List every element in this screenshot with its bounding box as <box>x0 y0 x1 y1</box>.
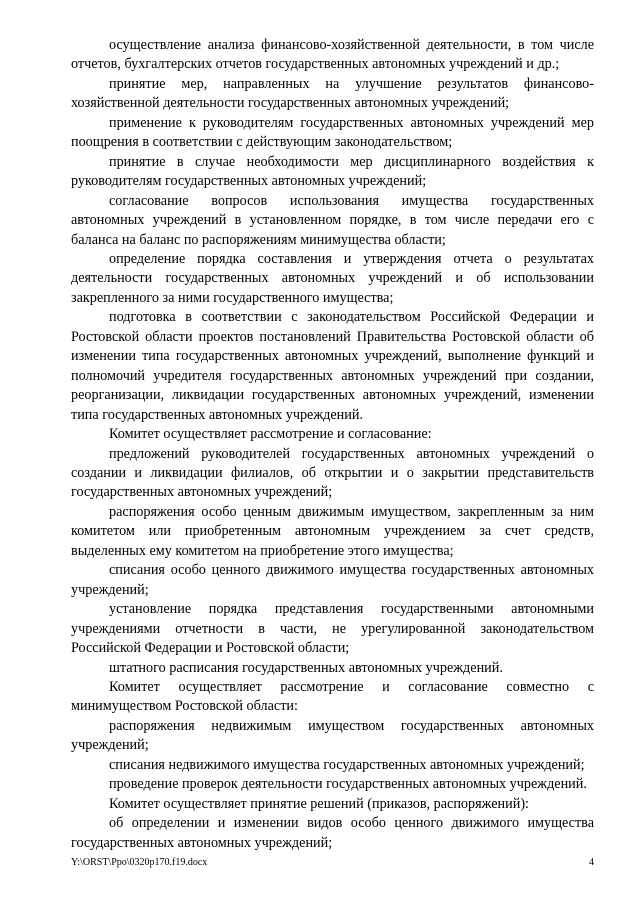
paragraph: Комитет осуществляет принятие решений (приказов, распоряжений): <box>109 795 529 812</box>
paragraph: определение порядка составления и утверждения отчета о результатах деятельности государственных автономных учреждений и об использовании закрепленного за ними государственного имущества; <box>71 250 594 306</box>
paragraph: распоряжения особо ценным движимым имуществом, закрепленным за ним комитетом или приобретенным автономным учреждением за счет средств, выделенных ему комитетом на приобретение этого имущества; <box>71 503 594 559</box>
document-body <box>71 36 594 853</box>
paragraph: Комитет осуществляет рассмотрение и согласование: <box>109 426 432 443</box>
footer-file-path: Y:\ORST\Ppo\0320p170.f19.docx <box>71 857 208 868</box>
paragraph: распоряжения недвижимым имуществом государственных автономных учреждений; <box>71 717 594 754</box>
paragraph: предложений руководителей государственных автономных учреждений о создании и ликвидации филиалов, об открытии и о закрытии представительств государственных автономных учреждений; <box>71 445 594 501</box>
paragraph: списания особо ценного движимого имущества государственных автономных учреждений; <box>71 562 594 598</box>
paragraph: установление порядка представления государственными автономными учреждениями отчетности в части, не урегулированной законодательством Российской Федерации и Ростовской области; <box>71 601 594 657</box>
paragraph: проведение проверок деятельности государственных автономных учреждений. <box>109 776 587 793</box>
paragraph: принятие в случае необходимости мер дисциплинарного воздействия к руководителям государственных автономных учреждений; <box>71 153 594 190</box>
paragraph: применение к руководителям государственных автономных учреждений мер поощрения в соответствии с действующим законодательством; <box>71 114 594 151</box>
paragraph: принятие мер, направленных на улучшение результатов финансово-хозяйственной деятельности государственных автономных учреждений; <box>71 75 594 112</box>
paragraph: списания недвижимого имущества государственных автономных учреждений; <box>109 756 585 773</box>
page-number: 4 <box>589 857 594 868</box>
paragraph: согласование вопросов использования имущества государственных автономных учреждений в установленном порядке, в том числе передачи его с баланса на баланс по распоряжениям минимущества области; <box>71 192 594 248</box>
paragraph: осуществление анализа финансово-хозяйственной деятельности, в том числе отчетов, бухгалтерских отчетов государственных автономных учреждений и др.; <box>71 37 594 73</box>
paragraph: штатного расписания государственных автономных учреждений. <box>109 659 503 676</box>
paragraph: Комитет осуществляет рассмотрение и согласование совместно с минимуществом Ростовской области: <box>71 678 594 715</box>
paragraph: об определении и изменении видов особо ценного движимого имущества государственных автономных учреждений; <box>71 815 594 851</box>
paragraph: подготовка в соответствии с законодательством Российской Федерации и Ростовской области проектов постановлений Правительства Ростовской области об изменении типа государственных автономных учреждений, выполнение функций и полномочий учредителя государственных автономных учреждений при создании, реорганизации, ликвидации государственных автономных учреждений, изменении типа государственных автономных учреждений. <box>71 309 594 423</box>
